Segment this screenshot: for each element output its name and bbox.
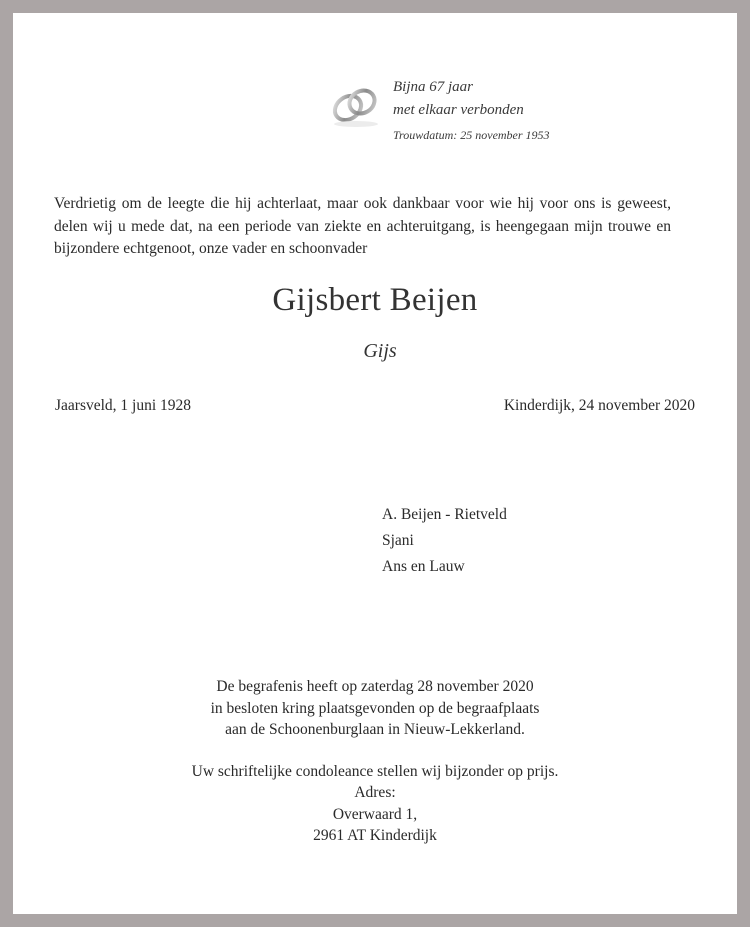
birth-place-date: Jaarsveld, 1 juni 1928 — [55, 397, 192, 414]
funeral-line: De begrafenis heeft op zaterdag 28 november 2020 — [216, 678, 534, 695]
address-city: 2961 AT Kinderdijk — [313, 827, 437, 844]
family-list — [382, 502, 507, 580]
wedding-years: Bijna 67 jaar — [393, 79, 474, 95]
funeral-info — [0, 676, 750, 847]
funeral-line: in besloten kring plaatsgevonden op de begraafplaats — [210, 699, 540, 717]
funeral-line: aan de Schoonenburglaan in Nieuw-Lekkerland. — [225, 721, 525, 738]
address-label: Adres: — [354, 784, 396, 801]
family-member: Sjani — [382, 532, 414, 549]
wedding-rings-icon — [326, 80, 386, 130]
wedding-text — [393, 76, 550, 145]
spacer — [0, 741, 750, 761]
family-member: Ans en Lauw — [382, 558, 465, 575]
deceased-nickname: Gijs — [363, 340, 397, 362]
wedding-date: Trouwdatum: 25 november 1953 — [393, 128, 550, 142]
intro-text: Verdrietig om de leegte die hij achterlaat, maar ook dankbaar voor wie hij voor ons is geweest, delen wij u mede dat, na een periode van ziekte en achteruitgang, is heengegaan mijn trouwe en bijzondere echtgenoot, onze vader en schoonvader — [54, 195, 671, 257]
family-member: A. Beijen - Rietveld — [382, 506, 507, 523]
condolence-line: Uw schriftelijke condoleance stellen wij bijzonder op prijs. — [191, 762, 559, 780]
wedding-connected: met elkaar verbonden — [393, 102, 524, 118]
death-place-date: Kinderdijk, 24 november 2020 — [503, 397, 695, 414]
address-street: Overwaard 1, — [332, 805, 418, 823]
deceased-name: Gijsbert Beijen — [272, 282, 478, 318]
